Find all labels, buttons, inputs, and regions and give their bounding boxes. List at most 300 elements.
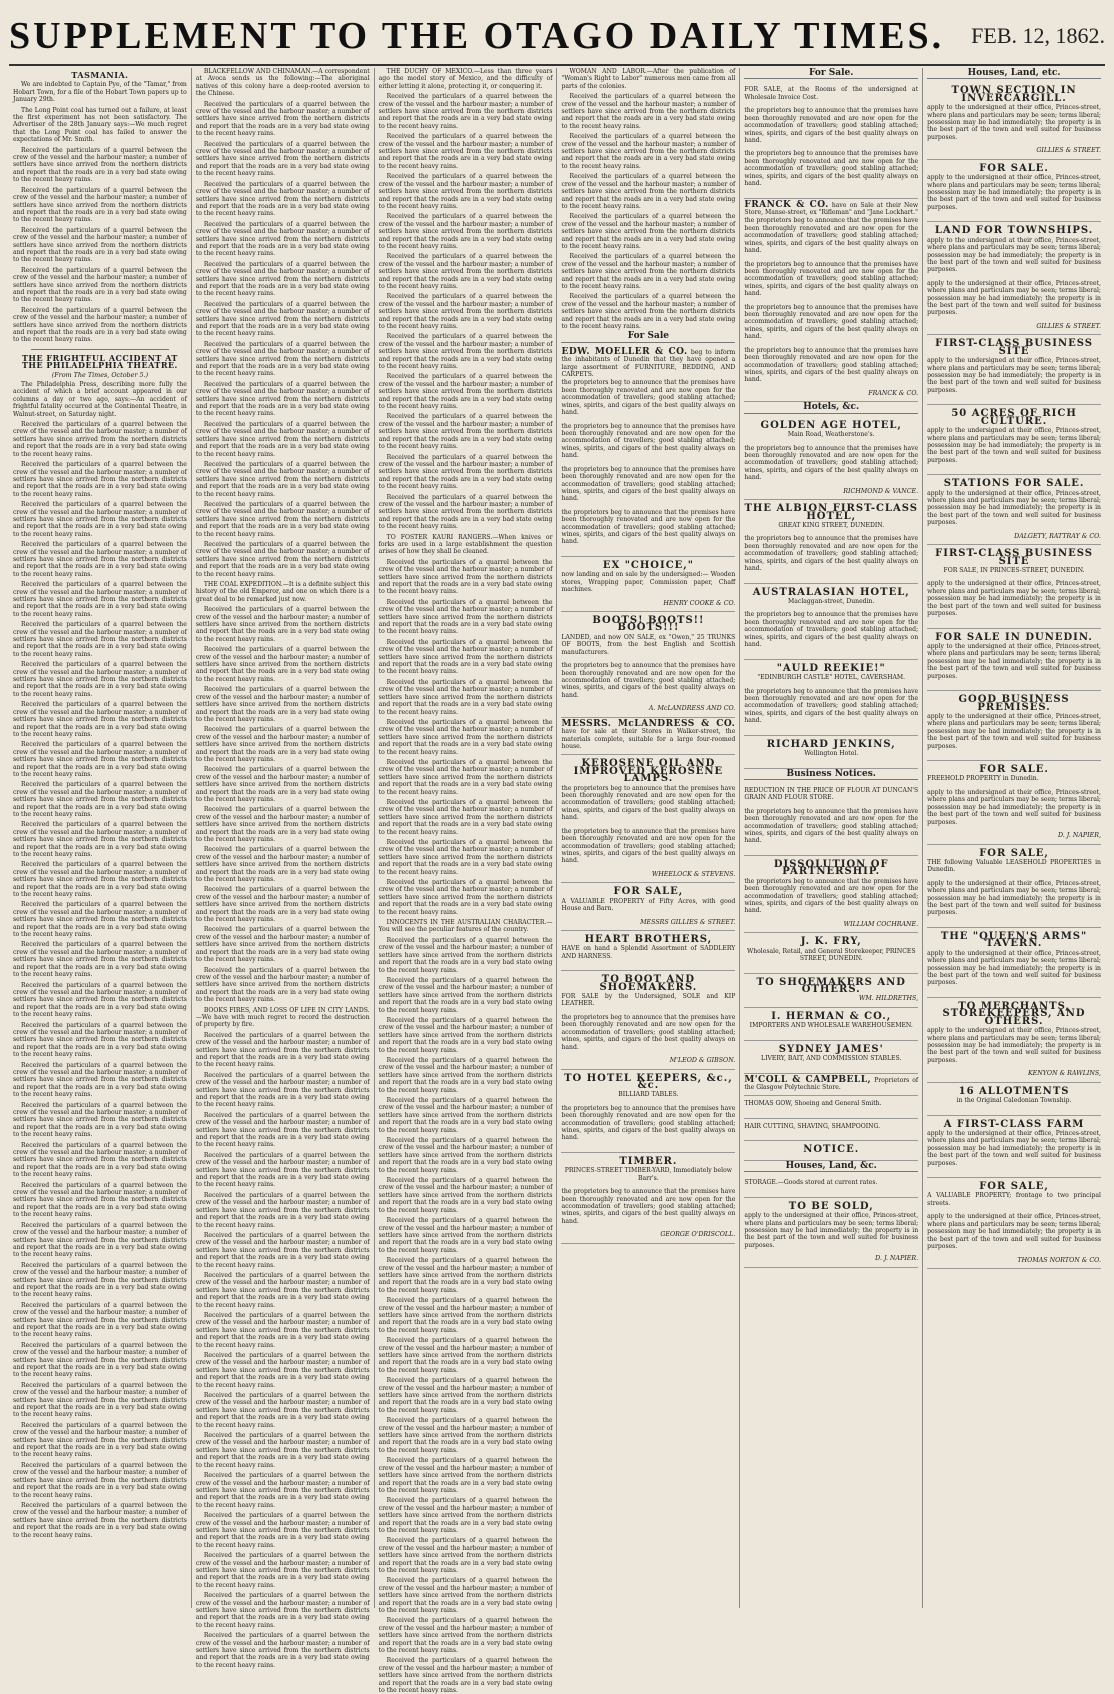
ad-body: apply to the undersigned at their office, Princes-street, where plans and particulars may be seen; terms liberal; possession may be had immediately; the property is in the best part of the town and well suited for business purposes.	[927, 1129, 1101, 1167]
article-paragraph: Received the particulars of a quarrel between the crew of the vessel and the harbour master; a number of settlers have since arrived from the northern districts and report that the roads are in a very bad state owing to the recent heavy rains.	[378, 213, 553, 250]
divider	[31, 349, 169, 350]
ad-body: Maclaggan-street, Dunedin.	[788, 597, 875, 605]
ad-body: REDUCTION IN THE PRICE OF FLOUR AT DUNCAN'S GRAIN AND FLOUR STORE.	[744, 786, 919, 802]
article-paragraph: Received the particulars of a quarrel between the crew of the vessel and the harbour master; a number of settlers have since arrived from the northern districts and report that the roads are in a very bad state owing to the recent heavy rains.	[13, 861, 187, 899]
ad-heading: FOR SALE IN DUNEDIN.	[935, 631, 1093, 643]
ad-body: FOR SALE by the Undersigned, SOLE and KIP LEATHER.	[561, 993, 736, 1008]
ad-heading: FOR SALE,	[613, 886, 684, 898]
ad-body: HAIR CUTTING, SHAVING, SHAMPOOING.	[744, 1122, 881, 1130]
ad-heading: A FIRST-CLASS FARM	[943, 1118, 1085, 1130]
ad-body: apply to the undersigned at their office, Princes-street, where plans and particulars may be seen; terms liberal; possession may be had immediately; the property is in the best part of the town and well suited for business purposes.	[927, 712, 1101, 750]
ad-body: the proprietors beg to announce that the premises have been thoroughly renovated and are now open for the accommodation of travellers; good stabling attached; wines, spirits, and cigars of the best quality always on hand.	[744, 217, 919, 254]
ad-body: beg to inform the inhabitants of Dunedin that they have opened a large assortment of FURNITURE, BEDDING, AND CARPETS.	[561, 348, 736, 379]
advertisement	[561, 755, 735, 883]
ad-body: the proprietors beg to announce that the premises have been thoroughly renovated and are now open for the accommodation of travellers; good stabling attached; wines, spirits, and cigars of the best quality always on hand.	[744, 303, 919, 341]
article-paragraph: Received the particulars of a quarrel between the crew of the vessel and the harbour master; a number of settlers have since arrived from the northern districts and report that the roads are in a very bad state owing to the recent heavy rains.	[195, 1231, 370, 1269]
advertisement	[744, 417, 918, 500]
ad-body: the proprietors beg to announce that the premises have been thoroughly renovated and are now open for the accommodation of travellers; good stabling attached; wines, spirits, and cigars of the best quality always on hand.	[744, 877, 919, 915]
article-paragraph: Received the particulars of a quarrel between the crew of the vessel and the harbour master; a number of settlers have since arrived from the northern districts and report that the roads are in a very bad state owing to the recent heavy rains.	[13, 1101, 187, 1139]
ad-body: FOR SALE, IN PRINCES-STREET, DUNEDIN.	[943, 566, 1085, 574]
ad-heading: TO BOOT AND SHOEMAKERS.	[599, 974, 698, 993]
ad-lead: EDW. MOELLER & CO.	[561, 346, 688, 357]
article-paragraph: Received the particulars of a quarrel between the crew of the vessel and the harbour master; a number of settlers have since arrived from the northern districts and report that the roads are in a very bad state owing to the recent heavy rains.	[13, 821, 187, 858]
article-paragraph: Received the particulars of a quarrel between the crew of the vessel and the harbour master; a number of settlers have since arrived from the northern districts and report that the roads are in a very bad state owing to the recent heavy rains.	[561, 93, 736, 130]
ad-body: the proprietors beg to announce that the premises have been thoroughly renovated and are now open for the accommodation of travellers; good stabling attached; wines, spirits, and cigars of the best quality always on hand.	[561, 1188, 736, 1225]
advertisement	[744, 500, 918, 583]
ad-body: apply to the undersigned at their office, Princes-street, where plans and particulars may be seen; terms liberal; possession may be had immediately; the property is in the best part of the town and well suited for business purposes.	[927, 174, 1101, 211]
ad-body: have on Sale at their New Store, Manse-street, ex "Rifleman" and "Jane Lockhart."	[744, 201, 919, 216]
article-paragraph: Received the particulars of a quarrel between the crew of the vessel and the harbour master; a number of settlers have since arrived from the northern districts and report that the roads are in a very bad state owing to the recent heavy rains.	[378, 1217, 553, 1254]
ad-heading: AUSTRALASIAN HOTEL,	[752, 586, 910, 598]
article-paragraph: Received the particulars of a quarrel between the crew of the vessel and the harbour master; a number of settlers have since arrived from the northern districts and report that the roads are in a very bad state owing to the recent heavy rains.	[378, 1537, 553, 1574]
article-paragraph: Received the particulars of a quarrel between the crew of the vessel and the harbour master; a number of settlers have since arrived from the northern districts and report that the roads are in a very bad state owing to the recent heavy rains.	[378, 1056, 553, 1094]
ad-body: apply to the undersigned at their office, Princes-street, where plans and particulars may be seen; terms liberal; possession may be had immediately; the property is in the best part of the town and well suited for business purposes.	[927, 949, 1101, 987]
article-paragraph: Received the particulars of a quarrel between the crew of the vessel and the harbour master; a number of settlers have since arrived from the northern districts and report that the roads are in a very bad state owing to the recent heavy rains.	[13, 1061, 187, 1099]
ad-body: BILLIARD TABLES.	[618, 1091, 679, 1099]
ad-heading: FOR SALE,	[979, 1181, 1049, 1193]
advertisement	[927, 691, 1101, 761]
advertisement	[561, 931, 735, 971]
article-paragraph: Received the particulars of a quarrel between the crew of the vessel and the harbour master; a number of settlers have since arrived from the northern districts and report that the roads are in a very bad state owing to the recent heavy rains.	[195, 1352, 370, 1389]
article-paragraph: Received the particulars of a quarrel between the crew of the vessel and the harbour master; a number of settlers have since arrived from the northern districts and report that the roads are in a very bad state owing to the recent heavy rains.	[561, 293, 736, 330]
ad-body: THE following Valuable LEASEHOLD PROPERTIES in Dunedin.	[927, 858, 1101, 874]
section-heading: For Sale	[561, 333, 735, 342]
article-paragraph: Received the particulars of a quarrel between the crew of the vessel and the harbour master; a number of settlers have since arrived from the northern districts and report that the roads are in a very bad state owing to the recent heavy rains.	[378, 678, 553, 716]
section-heading: Business Notices.	[744, 771, 918, 780]
article-paragraph: Received the particulars of a quarrel between the crew of the vessel and the harbour master; a number of settlers have since arrived from the northern districts and report that the roads are in a very bad state owing to the recent heavy rains.	[195, 220, 370, 258]
advertisement	[744, 1008, 918, 1041]
ad-body: Wholesale, Retail, and General Storekeeper, PRINCES STREET, DUNEDIN.	[746, 947, 916, 963]
ad-heading: FOR SALE.	[979, 764, 1049, 776]
advertisement	[927, 1116, 1101, 1179]
article-title: THE FRIGHTFUL ACCIDENT AT THE PHILADELPHIA THEATRE.	[21, 352, 178, 371]
article-paragraph: Received the particulars of a quarrel between the crew of the vessel and the harbour master; a number of settlers have since arrived from the northern districts and report that the roads are in a very bad state owing to the recent heavy rains.	[378, 718, 553, 756]
column-2	[192, 68, 375, 1669]
advertisement	[744, 783, 918, 856]
article-paragraph: Received the particulars of a quarrel between the crew of the vessel and the harbour master; a number of settlers have since arrived from the northern districts and report that the roads are in a very bad state owing to the recent heavy rains.	[13, 501, 187, 538]
advertisement	[744, 974, 918, 1008]
advertisement	[927, 629, 1101, 692]
article-paragraph: Received the particulars of a quarrel between the crew of the vessel and the harbour master; a number of settlers have since arrived from the northern districts and report that the roads are in a very bad state owing to the recent heavy rains.	[13, 701, 187, 738]
article-paragraph: BOOKS FIRES, AND LOSS OF LIFE IN CITY LANDS.—We have with much regret to record the destruction of property by fire.	[195, 1006, 370, 1029]
advertisement	[744, 660, 918, 736]
ad-heading: 50 ACRES OF RICH CULTURE.	[951, 408, 1077, 427]
ad-signature: RICHMOND & VANCE.	[843, 487, 919, 495]
article-paragraph: Received the particulars of a quarrel between the crew of the vessel and the harbour master; a number of settlers have since arrived from the northern districts and report that the roads are in a very bad state owing to the recent heavy rains.	[195, 1512, 370, 1549]
advertisement	[927, 1083, 1101, 1116]
article-paragraph: Received the particulars of a quarrel between the crew of the vessel and the harbour master; a number of settlers have since arrived from the northern districts and report that the roads are in a very bad state owing to the recent heavy rains.	[195, 100, 370, 138]
article-paragraph: Received the particulars of a quarrel between the crew of the vessel and the harbour master; a number of settlers have since arrived from the northern districts and report that the roads are in a very bad state owing to the recent heavy rains.	[378, 558, 553, 596]
advertisement	[561, 1070, 735, 1153]
advertisement	[927, 545, 1101, 628]
article-paragraph: Received the particulars of a quarrel between the crew of the vessel and the harbour master; a number of settlers have since arrived from the northern districts and report that the roads are in a very bad state owing to the recent heavy rains.	[13, 1461, 187, 1499]
advertisement	[927, 1178, 1101, 1269]
article-paragraph: Received the particulars of a quarrel between the crew of the vessel and the harbour master; a number of settlers have since arrived from the northern districts and report that the roads are in a very bad state owing to the recent heavy rains.	[195, 1071, 370, 1109]
ad-signature: GILLIES & STREET.	[1036, 147, 1101, 155]
section-heading: For Sale.	[744, 70, 918, 79]
article-paragraph: Received the particulars of a quarrel between the crew of the vessel and the harbour master; a number of settlers have since arrived from the northern districts and report that the roads are in a very bad state owing to the recent heavy rains.	[378, 936, 553, 974]
article-paragraph: Received the particulars of a quarrel between the crew of the vessel and the harbour master; a number of settlers have since arrived from the northern districts and report that the roads are in a very bad state owing to the recent heavy rains.	[13, 461, 187, 498]
article-paragraph: Received the particulars of a quarrel between the crew of the vessel and the harbour master; a number of settlers have since arrived from the northern districts and report that the roads are in a very bad state owing to the recent heavy rains.	[378, 879, 553, 916]
article-paragraph: Received the particulars of a quarrel between the crew of the vessel and the harbour master; a number of settlers have since arrived from the northern districts and report that the roads are in a very bad state owing to the recent heavy rains.	[378, 1177, 553, 1214]
article-paragraph: Received the particulars of a quarrel between the crew of the vessel and the harbour master; a number of settlers have since arrived from the northern districts and report that the roads are in a very bad state owing to the recent heavy rains.	[195, 1632, 370, 1669]
ad-heading: FIRST-CLASS BUSINESS SITE	[935, 338, 1093, 357]
advertisement	[744, 1119, 918, 1142]
column-3	[375, 68, 558, 1694]
ad-body: have for sale at their Stores in Walker-street, the materials complete, suitable for a large four-roomed house.	[561, 728, 736, 750]
ad-body: A VALUABLE PROPERTY; frontage to two principal streets.	[927, 1192, 1101, 1207]
advertisement	[561, 1153, 735, 1244]
ad-body: the proprietors beg to announce that the premises have been thoroughly renovated and are now open for the accommodation of travellers; good stabling attached; wines, spirits, and cigars of the best quality always on hand.	[744, 260, 919, 298]
article-paragraph: Received the particulars of a quarrel between the crew of the vessel and the harbour master; a number of settlers have since arrived from the northern districts and report that the roads are in a very bad state owing to the recent heavy rains.	[195, 460, 370, 498]
advertisement	[927, 405, 1101, 475]
ad-signature: THOMAS NORTON & CO.	[1017, 1256, 1101, 1264]
article-paragraph: Received the particulars of a quarrel between the crew of the vessel and the harbour master; a number of settlers have since arrived from the northern districts and report that the roads are in a very bad state owing to the recent heavy rains.	[13, 226, 187, 264]
article-paragraph: Received the particulars of a quarrel between the crew of the vessel and the harbour master; a number of settlers have since arrived from the northern districts and report that the roads are in a very bad state owing to the recent heavy rains.	[378, 333, 553, 371]
article-paragraph: Received the particulars of a quarrel between the crew of the vessel and the harbour master; a number of settlers have since arrived from the northern districts and report that the roads are in a very bad state owing to the recent heavy rains.	[195, 1592, 370, 1629]
article-paragraph: Received the particulars of a quarrel between the crew of the vessel and the harbour master; a number of settlers have since arrived from the northern districts and report that the roads are in a very bad state owing to the recent heavy rains.	[195, 886, 370, 924]
article-paragraph: Received the particulars of a quarrel between the crew of the vessel and the harbour master; a number of settlers have since arrived from the northern districts and report that the roads are in a very bad state owing to the recent heavy rains.	[13, 1341, 187, 1379]
ad-lead: MESSRS. McLANDRESS & CO.	[561, 718, 736, 729]
article-paragraph: Received the particulars of a quarrel between the crew of the vessel and the harbour master; a number of settlers have since arrived from the northern districts and report that the roads are in a very bad state owing to the recent heavy rains.	[195, 340, 370, 378]
column-1	[9, 68, 192, 1608]
ad-body: Main Road, Weatherstone's.	[787, 431, 875, 439]
ad-signature: KENYON & RAWLINS,	[1027, 1070, 1101, 1078]
ad-signature: GEORGE O'DRISCOLL.	[660, 1231, 736, 1239]
ad-signature: WHEELOCK & STEVENS.	[651, 870, 736, 878]
ad-heading: RICHARD JENKINS,	[766, 738, 896, 750]
advertisement	[744, 856, 918, 933]
article-paragraph: Received the particulars of a quarrel between the crew of the vessel and the harbour master; a number of settlers have since arrived from the northern districts and report that the roads are in a very bad state owing to the recent heavy rains.	[378, 453, 553, 491]
article-paragraph: Received the particulars of a quarrel between the crew of the vessel and the harbour master; a number of settlers have since arrived from the northern districts and report that the roads are in a very bad state owing to the recent heavy rains.	[195, 1432, 370, 1469]
ad-body: the proprietors beg to announce that the premises have been thoroughly renovated and are now open for the accommodation of travellers; good stabling attached; wines, spirits, and cigars of the best quality always on hand.	[561, 422, 736, 460]
ad-body: apply to the undersigned at their office, Princes-street, where plans and particulars may be seen; terms liberal; possession may be had immediately; the property is in the best part of the town and well suited for business purposes.	[927, 879, 1101, 917]
advertisement	[927, 222, 1101, 335]
ad-body: apply to the undersigned at their office, Princes-street, where plans and particulars may be seen; terms liberal; possession may be had immediately; the property is in the best part of the town and well suited for business purposes.	[927, 1213, 1101, 1250]
section-heading: Houses, Land, etc.	[927, 70, 1101, 79]
article-paragraph: THE DUCHY OF MEXICO.—Less than three years ago the model story of Mexico, and the difficulty of either letting it alone, protecting it, or conquering it.	[378, 68, 553, 90]
article-paragraph: Received the particulars of a quarrel between the crew of the vessel and the harbour master; a number of settlers have since arrived from the northern districts and report that the roads are in a very bad state owing to the recent heavy rains.	[378, 253, 553, 290]
ad-body: the proprietors beg to announce that the premises have been thoroughly renovated and are now open for the accommodation of travellers; good stabling attached; wines, spirits, and cigars of the best quality always on hand.	[561, 1013, 736, 1051]
article-paragraph: Received the particulars of a quarrel between the crew of the vessel and the harbour master; a number of settlers have since arrived from the northern districts and report that the roads are in a very bad state owing to the recent heavy rains.	[13, 661, 187, 698]
ad-heading: FOR SALE.	[979, 162, 1049, 174]
ad-body: STORAGE.—Goods stored at current rates.	[744, 1179, 878, 1187]
advertisement	[927, 928, 1101, 998]
advertisement	[744, 1096, 918, 1119]
ad-heading: FIRST-CLASS BUSINESS SITE	[935, 548, 1093, 567]
article-paragraph: Received the particulars of a quarrel between the crew of the vessel and the harbour master; a number of settlers have since arrived from the northern districts and report that the roads are in a very bad state owing to the recent heavy rains.	[378, 1097, 553, 1134]
advertisement	[744, 736, 918, 769]
article-paragraph: Received the particulars of a quarrel between the crew of the vessel and the harbour master; a number of settlers have since arrived from the northern districts and report that the roads are in a very bad state owing to the recent heavy rains.	[378, 839, 553, 876]
article-paragraph: Received the particulars of a quarrel between the crew of the vessel and the harbour master; a number of settlers have since arrived from the northern districts and report that the roads are in a very bad state owing to the recent heavy rains.	[13, 421, 187, 458]
ad-body: the proprietors beg to announce that the premises have been thoroughly renovated and are now open for the accommodation of travellers; good stabling attached; wines, spirits, and cigars of the best quality always on hand.	[744, 107, 919, 144]
column-5	[740, 68, 923, 1608]
advertisement	[744, 82, 918, 198]
article-paragraph: Received the particulars of a quarrel between the crew of the vessel and the harbour master; a number of settlers have since arrived from the northern districts and report that the roads are in a very bad state owing to the recent heavy rains.	[195, 806, 370, 843]
ad-heading: EX "CHOICE,"	[602, 559, 694, 571]
article-paragraph: Received the particulars of a quarrel between the crew of the vessel and the harbour master; a number of settlers have since arrived from the northern districts and report that the roads are in a very bad state owing to the recent heavy rains.	[378, 598, 553, 636]
column-6	[923, 68, 1105, 1608]
advertisement	[561, 971, 735, 1069]
article-paragraph: Received the particulars of a quarrel between the crew of the vessel and the harbour master; a number of settlers have since arrived from the northern districts and report that the roads are in a very bad state owing to the recent heavy rains.	[378, 1457, 553, 1494]
article-paragraph: Received the particulars of a quarrel between the crew of the vessel and the harbour master; a number of settlers have since arrived from the northern districts and report that the roads are in a very bad state owing to the recent heavy rains.	[378, 133, 553, 170]
ad-body: apply to the undersigned at their office, Princes-street, where plans and particulars may be seen; terms liberal; possession may be had immediately; the property is in the best part of the town and well suited for business purposes.	[744, 1212, 919, 1249]
advertisement	[927, 82, 1101, 159]
article-paragraph: Received the particulars of a quarrel between the crew of the vessel and the harbour master; a number of settlers have since arrived from the northern districts and report that the roads are in a very bad state owing to the recent heavy rains.	[13, 1421, 187, 1459]
article-paragraph: The Long Point coal has turned out a failure, at least the first experiment has not been satisfactory. The Advertiser of the 28th January says:—We much regret that the Long Point coal has failed to answer the expectations of Mr. Smith.	[13, 106, 187, 144]
article-paragraph: INNOCENTS IN THE AUSTRALIAN CHARACTER.—You will see the peculiar features of the country.	[378, 919, 553, 934]
ad-body: IMPORTERS AND WHOLESALE WAREHOUSEMEN.	[749, 1022, 913, 1030]
article-paragraph: Received the particulars of a quarrel between the crew of the vessel and the harbour master; a number of settlers have since arrived from the northern districts and report that the roads are in a very bad state owing to the recent heavy rains.	[195, 846, 370, 884]
ad-signature: HENRY COOKE & CO.	[663, 599, 736, 607]
ad-body: apply to the undersigned at their office, Princes-street, where plans and particulars may be seen; terms liberal; possession may be had immediately; the property is in the best part of the town and well suited for business purposes.	[927, 357, 1101, 394]
ad-signature: DALGETY, RATTRAY & CO.	[1014, 532, 1101, 540]
newspaper-page	[9, 8, 1105, 1694]
ad-body: FOR SALE, at the Rooms of the undersigned at Wholesale Invoice Cost.	[744, 86, 919, 101]
article-paragraph: Received the particulars of a quarrel between the crew of the vessel and the harbour master; a number of settlers have since arrived from the northern districts and report that the roads are in a very bad state owing to the recent heavy rains.	[13, 266, 187, 304]
ad-body: apply to the undersigned at their office, Princes-street, where plans and particulars may be seen; terms liberal; possession may be had immediately; the property is in the best part of the town and well suited for business purposes.	[927, 489, 1101, 527]
article-paragraph: Received the particulars of a quarrel between the crew of the vessel and the harbour master; a number of settlers have since arrived from the northern districts and report that the roads are in a very bad state owing to the recent heavy rains.	[13, 146, 187, 184]
ad-body: HAVE on hand a Splendid Assortment of SADDLERY AND HARNESS.	[561, 945, 736, 960]
ad-body: PRINCES-STREET TIMBER-YARD, Immediately below Barr's.	[564, 1167, 732, 1182]
article-paragraph: Received the particulars of a quarrel between the crew of the vessel and the harbour master; a number of settlers have since arrived from the northern districts and report that the roads are in a very bad state owing to the recent heavy rains.	[378, 1377, 553, 1414]
ad-lead: FRANCK & CO.	[744, 199, 829, 210]
article-paragraph: Received the particulars of a quarrel between the crew of the vessel and the harbour master; a number of settlers have since arrived from the northern districts and report that the roads are in a very bad state owing to the recent heavy rains.	[13, 186, 187, 224]
ad-body: GREAT KING STREET, DUNEDIN.	[778, 521, 885, 529]
article-paragraph: Received the particulars of a quarrel between the crew of the vessel and the harbour master; a number of settlers have since arrived from the northern districts and report that the roads are in a very bad state owing to the recent heavy rains.	[378, 1337, 553, 1374]
ad-body: A VALUABLE PROPERTY of Fifty Acres, with good House and Barn.	[561, 897, 736, 913]
ad-heading: STATIONS FOR SALE.	[943, 478, 1085, 490]
masthead-date: FEB. 12, 1862.	[971, 23, 1105, 48]
masthead-title: SUPPLEMENT TO THE OTAGO DAILY TIMES.	[9, 15, 945, 57]
article-paragraph: Received the particulars of a quarrel between the crew of the vessel and the harbour master; a number of settlers have since arrived from the northern districts and report that the roads are in a very bad state owing to the recent heavy rains.	[378, 373, 553, 411]
ad-body: apply to the undersigned at their office, Princes-street, where plans and particulars may be seen; terms liberal; possession may be had immediately; the property is in the best part of the town and well suited for business purposes.	[927, 427, 1101, 464]
article-paragraph: Received the particulars of a quarrel between the crew of the vessel and the harbour master; a number of settlers have since arrived from the northern districts and report that the roads are in a very bad state owing to the recent heavy rains.	[13, 1021, 187, 1059]
article-paragraph: Received the particulars of a quarrel between the crew of the vessel and the harbour master; a number of settlers have since arrived from the northern districts and report that the roads are in a very bad state owing to the recent heavy rains.	[13, 901, 187, 939]
ad-heading: DISSOLUTION OF PARTNERSHIP.	[773, 858, 889, 878]
article-paragraph: BLACKFELLOW AND CHINAMAN.—A correspondent at Avoca sends us the following:—The aboriginal natives of this colony have a deep-rooted aversion to the Chinese.	[195, 68, 370, 98]
article-paragraph: Received the particulars of a quarrel between the crew of the vessel and the harbour master; a number of settlers have since arrived from the northern districts and report that the roads are in a very bad state owing to the recent heavy rains.	[13, 541, 187, 578]
ad-heading: LAND FOR TOWNSHIPS.	[934, 225, 1094, 237]
article-paragraph: Received the particulars of a quarrel between the crew of the vessel and the harbour master; a number of settlers have since arrived from the northern districts and report that the roads are in a very bad state owing to the recent heavy rains.	[13, 741, 187, 778]
ad-heading: FOR SALE,	[979, 847, 1049, 859]
advertisement	[744, 1175, 918, 1198]
article-paragraph: The Philadelphia Press, describing more fully the accident of which a brief account appeared in our columns a day or two ago, says:—An accident of frightful fatality occurred at the Continental Theatre, in Walnut-street, on Saturday night.	[13, 381, 187, 418]
advertisement	[744, 1141, 918, 1160]
ad-heading: HEART BROTHERS,	[584, 933, 713, 945]
column-4	[557, 68, 740, 1608]
article-paragraph: Received the particulars of a quarrel between the crew of the vessel and the harbour master; a number of settlers have since arrived from the northern districts and report that the roads are in a very bad state owing to the recent heavy rains.	[195, 646, 370, 683]
article-paragraph: Received the particulars of a quarrel between the crew of the vessel and the harbour master; a number of settlers have since arrived from the northern districts and report that the roads are in a very bad state owing to the recent heavy rains.	[13, 1181, 187, 1219]
article-paragraph: Received the particulars of a quarrel between the crew of the vessel and the harbour master; a number of settlers have since arrived from the northern districts and report that the roads are in a very bad state owing to the recent heavy rains.	[378, 173, 553, 210]
ad-body: the proprietors beg to announce that the premises have been thoroughly renovated and are now open for the accommodation of travellers; good stabling attached; wines, spirits, and cigars of the best quality always on hand.	[561, 784, 736, 822]
advertisement	[744, 199, 918, 403]
ad-heading: TO HOTEL KEEPERS, &c., &c.	[564, 1072, 733, 1091]
article-paragraph: Received the particulars of a quarrel between the crew of the vessel and the harbour master; a number of settlers have since arrived from the northern districts and report that the roads are in a very bad state owing to the recent heavy rains.	[378, 93, 553, 130]
ad-body: the proprietors beg to announce that the premises have been thoroughly renovated and are now open for the accommodation of travellers; good stabling attached; wines, spirits, and cigars of the best quality always on hand.	[744, 535, 919, 573]
article-paragraph: Received the particulars of a quarrel between the crew of the vessel and the harbour master; a number of settlers have since arrived from the northern districts and report that the roads are in a very bad state owing to the recent heavy rains.	[13, 1501, 187, 1539]
ad-signature: M'LEOD & GIBSON.	[669, 1057, 736, 1065]
ad-heading: THE ALBION FIRST-CLASS HOTEL,	[744, 503, 918, 522]
ad-heading: THE "QUEEN'S ARMS" TAVERN.	[940, 930, 1088, 950]
article-paragraph: Received the particulars of a quarrel between the crew of the vessel and the harbour master; a number of settlers have since arrived from the northern districts and report that the roads are in a very bad state owing to the recent heavy rains.	[195, 420, 370, 458]
ad-signature: D. J. NAPIER,	[1057, 832, 1101, 840]
advertisement	[927, 845, 1101, 928]
article-paragraph: Received the particulars of a quarrel between the crew of the vessel and the harbour master; a number of settlers have since arrived from the northern districts and report that the roads are in a very bad state owing to the recent heavy rains.	[195, 380, 370, 418]
article-paragraph: Received the particulars of a quarrel between the crew of the vessel and the harbour master; a number of settlers have since arrived from the northern districts and report that the roads are in a very bad state owing to the recent heavy rains.	[13, 1261, 187, 1299]
article-paragraph: Received the particulars of a quarrel between the crew of the vessel and the harbour master; a number of settlers have since arrived from the northern districts and report that the roads are in a very bad state owing to the recent heavy rains.	[378, 758, 553, 796]
ad-signature: A. McLANDRESS AND CO.	[648, 705, 736, 713]
article-paragraph: We are indebted to Captain Pye, of the "Tamar," from Hobart Town, for a file of the Hobart Town papers up to January 29th.	[13, 81, 187, 104]
ad-heading: TO MERCHANTS, STOREKEEPERS, AND OTHERS.	[942, 1000, 1086, 1027]
article-paragraph: Received the particulars of a quarrel between the crew of the vessel and the harbour master; a number of settlers have since arrived from the northern districts and report that the roads are in a very bad state owing to the recent heavy rains.	[13, 941, 187, 979]
ad-body: LANDED, and now ON SALE, ex "Owen," 25 TRUNKS OF BOOTS, from the best English and Scottish manufacturers.	[561, 633, 736, 656]
article-paragraph: Received the particulars of a quarrel between the crew of the vessel and the harbour master; a number of settlers have since arrived from the northern districts and report that the roads are in a very bad state owing to the recent heavy rains.	[561, 253, 736, 290]
article-paragraph: Received the particulars of a quarrel between the crew of the vessel and the harbour master; a number of settlers have since arrived from the northern districts and report that the roads are in a very bad state owing to the recent heavy rains.	[561, 133, 736, 170]
ad-lead: M'COLL & CAMPBELL,	[744, 1074, 872, 1085]
advertisement	[744, 1198, 918, 1268]
article-paragraph: Received the particulars of a quarrel between the crew of the vessel and the harbour master; a number of settlers have since arrived from the northern districts and report that the roads are in a very bad state owing to the recent heavy rains.	[195, 1472, 370, 1509]
ad-heading: TO SHOEMAKERS AND OTHERS.	[756, 976, 906, 996]
ad-body: the proprietors beg to announce that the premises have been thoroughly renovated and are now open for the accommodation of travellers; good stabling attached; wines, spirits, and cigars of the best quality always on hand.	[744, 444, 919, 482]
article-paragraph: Received the particulars of a quarrel between the crew of the vessel and the harbour master; a number of settlers have since arrived from the northern districts and report that the roads are in a very bad state owing to the recent heavy rains.	[378, 413, 553, 451]
article-paragraph: Received the particulars of a quarrel between the crew of the vessel and the harbour master; a number of settlers have since arrived from the northern districts and report that the roads are in a very bad state owing to the recent heavy rains.	[378, 1016, 553, 1054]
ad-body: the proprietors beg to announce that the premises have been thoroughly renovated and are now open for the accommodation of travellers; good stabling attached; wines, spirits, and cigars of the best quality always on hand.	[744, 611, 919, 649]
article-paragraph: Received the particulars of a quarrel between the crew of the vessel and the harbour master; a number of settlers have since arrived from the northern districts and report that the roads are in a very bad state owing to the recent heavy rains.	[195, 1151, 370, 1189]
article-paragraph: Received the particulars of a quarrel between the crew of the vessel and the harbour master; a number of settlers have since arrived from the northern districts and report that the roads are in a very bad state owing to the recent heavy rains.	[378, 638, 553, 676]
ad-heading: GOLDEN AGE HOTEL,	[760, 419, 902, 431]
article-paragraph: Received the particulars of a quarrel between the crew of the vessel and the harbour master; a number of settlers have since arrived from the northern districts and report that the roads are in a very bad state owing to the recent heavy rains.	[13, 981, 187, 1019]
ad-body: THOMAS GOW, Shoeing and General Smith.	[744, 1100, 882, 1108]
article-paragraph: Received the particulars of a quarrel between the crew of the vessel and the harbour master; a number of settlers have since arrived from the northern districts and report that the roads are in a very bad state owing to the recent heavy rains.	[195, 260, 370, 298]
ad-signature: MESSRS GILLIES & STREET.	[640, 918, 736, 926]
article-paragraph: Received the particulars of a quarrel between the crew of the vessel and the harbour master; a number of settlers have since arrived from the northern districts and report that the roads are in a very bad state owing to the recent heavy rains.	[195, 140, 370, 178]
article-paragraph: Received the particulars of a quarrel between the crew of the vessel and the harbour master; a number of settlers have since arrived from the northern districts and report that the roads are in a very bad state owing to the recent heavy rains.	[13, 1141, 187, 1179]
article-paragraph: Received the particulars of a quarrel between the crew of the vessel and the harbour master; a number of settlers have since arrived from the northern districts and report that the roads are in a very bad state owing to the recent heavy rains.	[13, 1301, 187, 1339]
advertisement	[561, 612, 735, 718]
ad-signature: GILLIES & STREET.	[1036, 322, 1101, 330]
ad-signature: D. J. NAPIER.	[875, 1255, 919, 1263]
article-paragraph: Received the particulars of a quarrel between the crew of the vessel and the harbour master; a number of settlers have since arrived from the northern districts and report that the roads are in a very bad state owing to the recent heavy rains.	[378, 293, 553, 330]
ad-heading: KEROSENE OIL AND IMPROVED KEROSENE LAMPS.	[573, 758, 724, 785]
ad-heading: NOTICE.	[803, 1144, 860, 1156]
ad-body: the proprietors beg to announce that the premises have been thoroughly renovated and are now open for the accommodation of travellers; good stabling attached; wines, spirits, and cigars of the best quality always on hand.	[744, 346, 919, 384]
ad-body: now landing and on sale by the undersigned:— Wooden stores, Wrapping paper, Commission paper, Chaff machines.	[561, 571, 736, 594]
ad-body: the proprietors beg to announce that the premises have been thoroughly renovated and are now open for the accommodation of travellers; good stabling attached; wines, spirits, and cigars of the best quality always on hand.	[561, 379, 736, 417]
advertisement	[561, 718, 735, 756]
article-paragraph: Received the particulars of a quarrel between the crew of the vessel and the harbour master; a number of settlers have since arrived from the northern districts and report that the roads are in a very bad state owing to the recent heavy rains.	[378, 798, 553, 836]
advertisement	[744, 1074, 918, 1097]
article-paragraph: Received the particulars of a quarrel between the crew of the vessel and the harbour master; a number of settlers have since arrived from the northern districts and report that the roads are in a very bad state owing to the recent heavy rains.	[195, 1191, 370, 1229]
ad-body: FREEHOLD PROPERTY in Dunedin.	[927, 775, 1039, 783]
ad-body: the proprietors beg to announce that the premises have been thoroughly renovated and are now open for the accommodation of travellers; good stabling attached; wines, spirits, and cigars of the best quality always on hand.	[561, 662, 736, 699]
article-paragraph: Received the particulars of a quarrel between the crew of the vessel and the harbour master; a number of settlers have since arrived from the northern districts and report that the roads are in a very bad state owing to the recent heavy rains.	[378, 976, 553, 1014]
article-paragraph: TO FOSTER KAURI RANGERS.—When knives or forks are used in a large establishment the question arises of how they shall be cleaned.	[378, 533, 553, 556]
section-heading: Hotels, &c.	[744, 404, 918, 413]
ad-body: LIVERY, BAIT, AND COMMISSION STABLES.	[761, 1055, 902, 1063]
article-paragraph: Received the particulars of a quarrel between the crew of the vessel and the harbour master; a number of settlers have since arrived from the northern districts and report that the roads are in a very bad state owing to the recent heavy rains.	[378, 1417, 553, 1454]
advertisement	[927, 998, 1101, 1083]
article-paragraph: WOMAN AND LABOR.—After the publication of "Woman's Right to Labor" numerous men came from all parts of the colonies.	[561, 68, 736, 90]
ad-heading: J. K. FRY,	[800, 936, 862, 948]
article-paragraph: Received the particulars of a quarrel between the crew of the vessel and the harbour master; a number of settlers have since arrived from the northern districts and report that the roads are in a very bad state owing to the recent heavy rains.	[195, 926, 370, 964]
ad-body: apply to the undersigned at their office, Princes-street, where plans and particulars may be seen; terms liberal; possession may be had immediately; the property is in the best part of the town and well suited for business purposes.	[927, 236, 1101, 274]
ad-heading: I. HERMAN & CO.,	[771, 1010, 892, 1022]
article-paragraph: Received the particulars of a quarrel between the crew of the vessel and the harbour master; a number of settlers have since arrived from the northern districts and report that the roads are in a very bad state owing to the recent heavy rains.	[13, 781, 187, 818]
article-title: TASMANIA.	[71, 70, 129, 80]
masthead	[9, 8, 1105, 66]
article-paragraph: Received the particulars of a quarrel between the crew of the vessel and the harbour master; a number of settlers have since arrived from the northern districts and report that the roads are in a very bad state owing to the recent heavy rains.	[378, 1617, 553, 1655]
advertisement	[744, 933, 918, 973]
ad-body: in the Original Caledonian Township.	[956, 1097, 1072, 1105]
ad-body: the proprietors beg to announce that the premises have been thoroughly renovated and are now open for the accommodation of travellers; good stabling attached; wines, spirits, and cigars of the best quality always on hand.	[744, 807, 919, 845]
ad-heading: 16 ALLOTMENTS	[958, 1085, 1070, 1097]
advertisement	[744, 1041, 918, 1074]
ad-heading: TIMBER.	[619, 1155, 678, 1167]
ad-signature: WILLIAM COCHRANE.	[843, 920, 919, 928]
article-paragraph: Received the particulars of a quarrel between the crew of the vessel and the harbour master; a number of settlers have since arrived from the northern districts and report that the roads are in a very bad state owing to the recent heavy rains.	[378, 1497, 553, 1534]
advertisement	[927, 335, 1101, 405]
advertisement	[561, 557, 735, 612]
article-paragraph: Received the particulars of a quarrel between the crew of the vessel and the harbour master; a number of settlers have since arrived from the northern districts and report that the roads are in a very bad state owing to the recent heavy rains.	[13, 306, 187, 344]
advertisement	[927, 475, 1101, 545]
ad-signature: FRANCK & CO.	[868, 389, 919, 397]
article-paragraph: Received the particulars of a quarrel between the crew of the vessel and the harbour master; a number of settlers have since arrived from the northern districts and report that the roads are in a very bad state owing to the recent heavy rains.	[378, 1657, 553, 1694]
ad-body: apply to the undersigned at their office, Princes-street, where plans and particulars may be seen; terms liberal; possession may be had immediately; the property is in the best part of the town and well suited for business purposes.	[927, 580, 1101, 618]
ad-body: apply to the undersigned at their office, Princes-street, where plans and particulars may be seen; terms liberal; possession may be had immediately; the property is in the best part of the town and well suited for business purposes.	[927, 788, 1101, 826]
article-paragraph: Received the particulars of a quarrel between the crew of the vessel and the harbour master; a number of settlers have since arrived from the northern districts and report that the roads are in a very bad state owing to the recent heavy rains.	[561, 213, 736, 250]
ad-body: apply to the undersigned at their office, Princes-street, where plans and particulars may be seen; terms liberal; possession may be had immediately; the property is in the best part of the town and well suited for business purposes.	[927, 279, 1101, 317]
advertisement	[744, 584, 918, 660]
article-paragraph: Received the particulars of a quarrel between the crew of the vessel and the harbour master; a number of settlers have since arrived from the northern districts and report that the roads are in a very bad state owing to the recent heavy rains.	[13, 1221, 187, 1259]
article-paragraph: Received the particulars of a quarrel between the crew of the vessel and the harbour master; a number of settlers have since arrived from the northern districts and report that the roads are in a very bad state owing to the recent heavy rains.	[13, 621, 187, 658]
ad-body: the proprietors beg to announce that the premises have been thoroughly renovated and are now open for the accommodation of travellers; good stabling attached; wines, spirits, and cigars of the best quality always on hand.	[561, 1104, 736, 1142]
article-paragraph: Received the particulars of a quarrel between the crew of the vessel and the harbour master; a number of settlers have since arrived from the northern districts and report that the roads are in a very bad state owing to the recent heavy rains.	[195, 1311, 370, 1349]
columns	[9, 68, 1105, 1694]
ad-body: the proprietors beg to announce that the premises have been thoroughly renovated and are now open for the accommodation of travellers; good stabling attached; wines, spirits, and cigars of the best quality always on hand.	[744, 150, 919, 188]
ad-signature: WM. HILDRETHS,	[858, 995, 919, 1003]
article-paragraph: Received the particulars of a quarrel between the crew of the vessel and the harbour master; a number of settlers have since arrived from the northern districts and report that the roads are in a very bad state owing to the recent heavy rains.	[195, 726, 370, 763]
ad-heading: SYDNEY JAMES'	[778, 1043, 884, 1055]
article-paragraph: Received the particulars of a quarrel between the crew of the vessel and the harbour master; a number of settlers have since arrived from the northern districts and report that the roads are in a very bad state owing to the recent heavy rains.	[195, 500, 370, 538]
article-paragraph: Received the particulars of a quarrel between the crew of the vessel and the harbour master; a number of settlers have since arrived from the northern districts and report that the roads are in a very bad state owing to the recent heavy rains.	[195, 966, 370, 1004]
article-paragraph: Received the particulars of a quarrel between the crew of the vessel and the harbour master; a number of settlers have since arrived from the northern districts and report that the roads are in a very bad state owing to the recent heavy rains.	[378, 1257, 553, 1294]
article-paragraph: Received the particulars of a quarrel between the crew of the vessel and the harbour master; a number of settlers have since arrived from the northern districts and report that the roads are in a very bad state owing to the recent heavy rains.	[13, 1381, 187, 1419]
article-paragraph: Received the particulars of a quarrel between the crew of the vessel and the harbour master; a number of settlers have since arrived from the northern districts and report that the roads are in a very bad state owing to the recent heavy rains.	[195, 540, 370, 578]
article-paragraph: Received the particulars of a quarrel between the crew of the vessel and the harbour master; a number of settlers have since arrived from the northern districts and report that the roads are in a very bad state owing to the recent heavy rains.	[561, 173, 736, 210]
article-paragraph: Received the particulars of a quarrel between the crew of the vessel and the harbour master; a number of settlers have since arrived from the northern districts and report that the roads are in a very bad state owing to the recent heavy rains.	[378, 1577, 553, 1614]
article-paragraph: Received the particulars of a quarrel between the crew of the vessel and the harbour master; a number of settlers have since arrived from the northern districts and report that the roads are in a very bad state owing to the recent heavy rains.	[378, 1297, 553, 1334]
article-paragraph: Received the particulars of a quarrel between the crew of the vessel and the harbour master; a number of settlers have since arrived from the northern districts and report that the roads are in a very bad state owing to the recent heavy rains.	[378, 493, 553, 531]
ad-heading: BOOTS! BOOTS!! BOOTS!!!	[592, 615, 705, 634]
ad-body: apply to the undersigned at their office, Princes-street, where plans and particulars may be seen; terms liberal; possession may be had immediately; the property is in the best part of the town and well suited for business purposes.	[927, 643, 1101, 680]
article-paragraph: Received the particulars of a quarrel between the crew of the vessel and the harbour master; a number of settlers have since arrived from the northern districts and report that the roads are in a very bad state owing to the recent heavy rains.	[378, 1137, 553, 1174]
article-paragraph: THE COAL EXPEDITION.—It is a definite subject this history of the old Emperor, and one on which there is a great deal to be remarked just now.	[195, 581, 370, 603]
article-paragraph: Received the particulars of a quarrel between the crew of the vessel and the harbour master; a number of settlers have since arrived from the northern districts and report that the roads are in a very bad state owing to the recent heavy rains.	[195, 180, 370, 218]
ad-body: the proprietors beg to announce that the premises have been thoroughly renovated and are now open for the accommodation of travellers; good stabling attached; wines, spirits, and cigars of the best quality always on hand.	[744, 687, 919, 725]
ad-body: Wellington Hotel.	[804, 750, 859, 758]
article-paragraph: Received the particulars of a quarrel between the crew of the vessel and the harbour master; a number of settlers have since arrived from the northern districts and report that the roads are in a very bad state owing to the recent heavy rains.	[13, 581, 187, 618]
advertisement	[927, 160, 1101, 223]
ad-body: apply to the undersigned at their office, Princes-street, where plans and particulars may be seen; terms liberal; possession may be had immediately; the property is in the best part of the town and well suited for business purposes.	[927, 104, 1101, 141]
ad-heading: "AULD REEKIE!"	[776, 662, 886, 674]
article-paragraph: Received the particulars of a quarrel between the crew of the vessel and the harbour master; a number of settlers have since arrived from the northern districts and report that the roads are in a very bad state owing to the recent heavy rains.	[195, 686, 370, 723]
ad-heading: TO BE SOLD,	[788, 1200, 874, 1212]
article-paragraph: Received the particulars of a quarrel between the crew of the vessel and the harbour master; a number of settlers have since arrived from the northern districts and report that the roads are in a very bad state owing to the recent heavy rains.	[195, 1552, 370, 1589]
ad-body: "EDINBURGH CASTLE" HOTEL, CAVERSHAM.	[757, 674, 906, 681]
section-heading: Houses, Land, &c.	[744, 1163, 918, 1172]
ad-heading: TOWN SECTION IN INVERCARGILL.	[951, 85, 1077, 104]
